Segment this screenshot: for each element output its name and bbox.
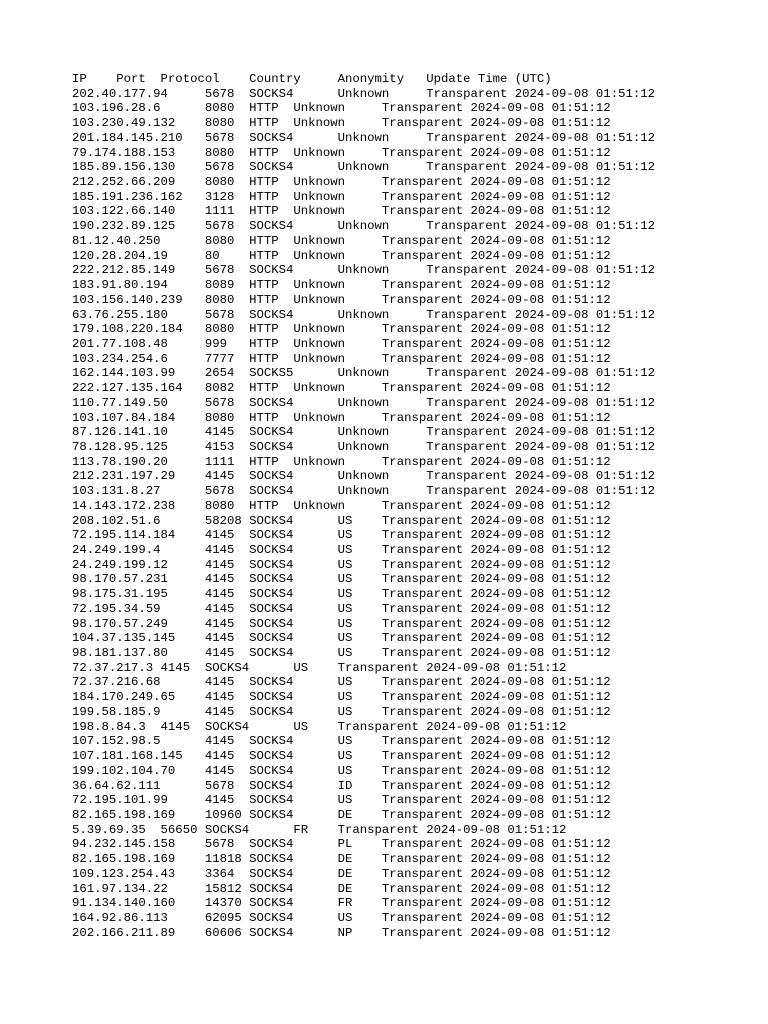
proxy-line: 120.28.204.19 80 HTTP Unknown Transparent 2024-09-08 01:51:12 bbox=[72, 248, 611, 263]
proxy-line: 110.77.149.50 5678 SOCKS4 Unknown Transparent 2024-09-08 01:51:12 bbox=[72, 395, 655, 410]
proxy-line: 36.64.62.111 5678 SOCKS4 ID Transparent 2024-09-08 01:51:12 bbox=[72, 778, 611, 793]
proxy-line: 98.170.57.249 4145 SOCKS4 US Transparent 2024-09-08 01:51:12 bbox=[72, 616, 611, 631]
proxy-line: 201.184.145.210 5678 SOCKS4 Unknown Transparent 2024-09-08 01:51:12 bbox=[72, 130, 655, 145]
proxy-line: 202.40.177.94 5678 SOCKS4 Unknown Transparent 2024-09-08 01:51:12 bbox=[72, 86, 655, 101]
proxy-line: 72.195.101.99 4145 SOCKS4 US Transparent 2024-09-08 01:51:12 bbox=[72, 793, 611, 808]
proxy-line: 201.77.108.48 999 HTTP Unknown Transparent 2024-09-08 01:51:12 bbox=[72, 336, 611, 351]
proxy-line: 199.58.185.9 4145 SOCKS4 US Transparent 2024-09-08 01:51:12 bbox=[72, 704, 611, 719]
proxy-line: 78.128.95.125 4153 SOCKS4 Unknown Transparent 2024-09-08 01:51:12 bbox=[72, 439, 655, 454]
proxy-line: 14.143.172.238 8080 HTTP Unknown Transparent 2024-09-08 01:51:12 bbox=[72, 498, 611, 513]
proxy-line: 185.89.156.130 5678 SOCKS4 Unknown Transparent 2024-09-08 01:51:12 bbox=[72, 160, 655, 175]
proxy-line: 212.252.66.209 8080 HTTP Unknown Transparent 2024-09-08 01:51:12 bbox=[72, 175, 611, 190]
proxy-line: 184.170.249.65 4145 SOCKS4 US Transparent 2024-09-08 01:51:12 bbox=[72, 690, 611, 705]
proxy-line: 91.134.140.160 14370 SOCKS4 FR Transparent 2024-09-08 01:51:12 bbox=[72, 896, 611, 911]
proxy-line: 104.37.135.145 4145 SOCKS4 US Transparent 2024-09-08 01:51:12 bbox=[72, 631, 611, 646]
proxy-line: 87.126.141.10 4145 SOCKS4 Unknown Transparent 2024-09-08 01:51:12 bbox=[72, 425, 655, 440]
proxy-line: 24.249.199.4 4145 SOCKS4 US Transparent 2024-09-08 01:51:12 bbox=[72, 543, 611, 557]
proxy-line: 79.174.188.153 8080 HTTP Unknown Transparent 2024-09-08 01:51:12 bbox=[72, 145, 611, 160]
proxy-line: 72.195.34.59 4145 SOCKS4 US Transparent 2024-09-08 01:51:12 bbox=[72, 601, 611, 616]
proxy-line: 82.165.198.169 10960 SOCKS4 DE Transparent 2024-09-08 01:51:12 bbox=[72, 807, 611, 822]
proxy-line: 103.196.28.6 8080 HTTP Unknown Transparent 2024-09-08 01:51:12 bbox=[72, 101, 611, 116]
proxy-line: 179.108.220.184 8080 HTTP Unknown Transparent 2024-09-08 01:51:12 bbox=[72, 322, 611, 337]
proxy-line: 103.131.8.27 5678 SOCKS4 Unknown Transparent 2024-09-08 01:51:12 bbox=[72, 484, 655, 499]
proxy-line: 113.78.190.20 1111 HTTP Unknown Transparent 2024-09-08 01:51:12 bbox=[72, 454, 611, 469]
proxy-line: 222.212.85.149 5678 SOCKS4 Unknown Transparent 2024-09-08 01:51:12 bbox=[72, 263, 655, 278]
proxy-line: 222.127.135.164 8082 HTTP Unknown Transparent 2024-09-08 01:51:12 bbox=[72, 381, 611, 396]
proxy-line: 208.102.51.6 58208 SOCKS4 US Transparent 2024-09-08 01:51:12 bbox=[72, 513, 611, 528]
proxy-line: 161.97.134.22 15812 SOCKS4 DE Transparent 2024-09-08 01:51:12 bbox=[72, 881, 611, 896]
proxy-line: 63.76.255.180 5678 SOCKS4 Unknown Transparent 2024-09-08 01:51:12 bbox=[72, 307, 655, 322]
proxy-line: 103.234.254.6 7777 HTTP Unknown Transparent 2024-09-08 01:51:12 bbox=[72, 351, 611, 366]
proxy-line: 94.232.145.158 5678 SOCKS4 PL Transparent 2024-09-08 01:51:12 bbox=[72, 837, 611, 852]
proxy-line: 98.170.57.231 4145 SOCKS4 US Transparent 2024-09-08 01:51:12 bbox=[72, 572, 611, 587]
proxy-line: 190.232.89.125 5678 SOCKS4 Unknown Transparent 2024-09-08 01:51:12 bbox=[72, 219, 655, 234]
proxy-line: 103.122.66.140 1111 HTTP Unknown Transparent 2024-09-08 01:51:12 bbox=[72, 204, 611, 219]
proxy-line: 72.37.216.68 4145 SOCKS4 US Transparent 2024-09-08 01:51:12 bbox=[72, 675, 611, 690]
proxy-line: 98.181.137.80 4145 SOCKS4 US Transparent 2024-09-08 01:51:12 bbox=[72, 646, 611, 661]
proxy-line: 185.191.236.162 3128 HTTP Unknown Transparent 2024-09-08 01:51:12 bbox=[72, 189, 611, 204]
proxy-line: 98.175.31.195 4145 SOCKS4 US Transparent 2024-09-08 01:51:12 bbox=[72, 587, 611, 602]
proxy-line: 5.39.69.35 56650 SOCKS4 FR Transparent 2024-09-08 01:51:12 bbox=[72, 822, 567, 837]
proxy-line: 212.231.197.29 4145 SOCKS4 Unknown Transparent 2024-09-08 01:51:12 bbox=[72, 469, 655, 484]
proxy-line: 103.107.84.184 8080 HTTP Unknown Transparent 2024-09-08 01:51:12 bbox=[72, 410, 611, 425]
proxy-line: 183.91.80.194 8089 HTTP Unknown Transparent 2024-09-08 01:51:12 bbox=[72, 278, 611, 293]
proxy-line: 109.123.254.43 3364 SOCKS4 DE Transparent 2024-09-08 01:51:12 bbox=[72, 866, 611, 881]
proxy-line: 162.144.103.99 2654 SOCKS5 Unknown Transparent 2024-09-08 01:51:12 bbox=[72, 366, 655, 381]
proxy-line: 202.166.211.89 60606 SOCKS4 NP Transparent 2024-09-08 01:51:12 bbox=[72, 925, 611, 940]
proxy-line: 164.92.86.113 62095 SOCKS4 US Transparent 2024-09-08 01:51:12 bbox=[72, 910, 611, 925]
proxy-line: 82.165.198.169 11818 SOCKS4 DE Transparent 2024-09-08 01:51:12 bbox=[72, 852, 611, 867]
proxy-line: 199.102.104.70 4145 SOCKS4 US Transparent 2024-09-08 01:51:12 bbox=[72, 763, 611, 778]
proxy-line: 198.8.84.3 4145 SOCKS4 US Transparent 2024-09-08 01:51:12 bbox=[72, 719, 567, 734]
proxy-list-document bbox=[72, 72, 655, 940]
proxy-line: 72.37.217.3 4145 SOCKS4 US Transparent 2024-09-08 01:51:12 bbox=[72, 660, 567, 675]
header-line: IP Port Protocol Country Anonymity Update Time (UTC) bbox=[72, 72, 552, 86]
proxy-line: 103.156.140.239 8080 HTTP Unknown Transparent 2024-09-08 01:51:12 bbox=[72, 292, 611, 307]
proxy-line: 24.249.199.12 4145 SOCKS4 US Transparent 2024-09-08 01:51:12 bbox=[72, 557, 611, 572]
proxy-line: 107.181.168.145 4145 SOCKS4 US Transparent 2024-09-08 01:51:12 bbox=[72, 749, 611, 764]
proxy-line: 81.12.40.250 8080 HTTP Unknown Transparent 2024-09-08 01:51:12 bbox=[72, 233, 611, 248]
proxy-line: 72.195.114.184 4145 SOCKS4 US Transparent 2024-09-08 01:51:12 bbox=[72, 528, 611, 543]
proxy-line: 107.152.98.5 4145 SOCKS4 US Transparent 2024-09-08 01:51:12 bbox=[72, 734, 611, 749]
proxy-line: 103.230.49.132 8080 HTTP Unknown Transparent 2024-09-08 01:51:12 bbox=[72, 116, 611, 131]
